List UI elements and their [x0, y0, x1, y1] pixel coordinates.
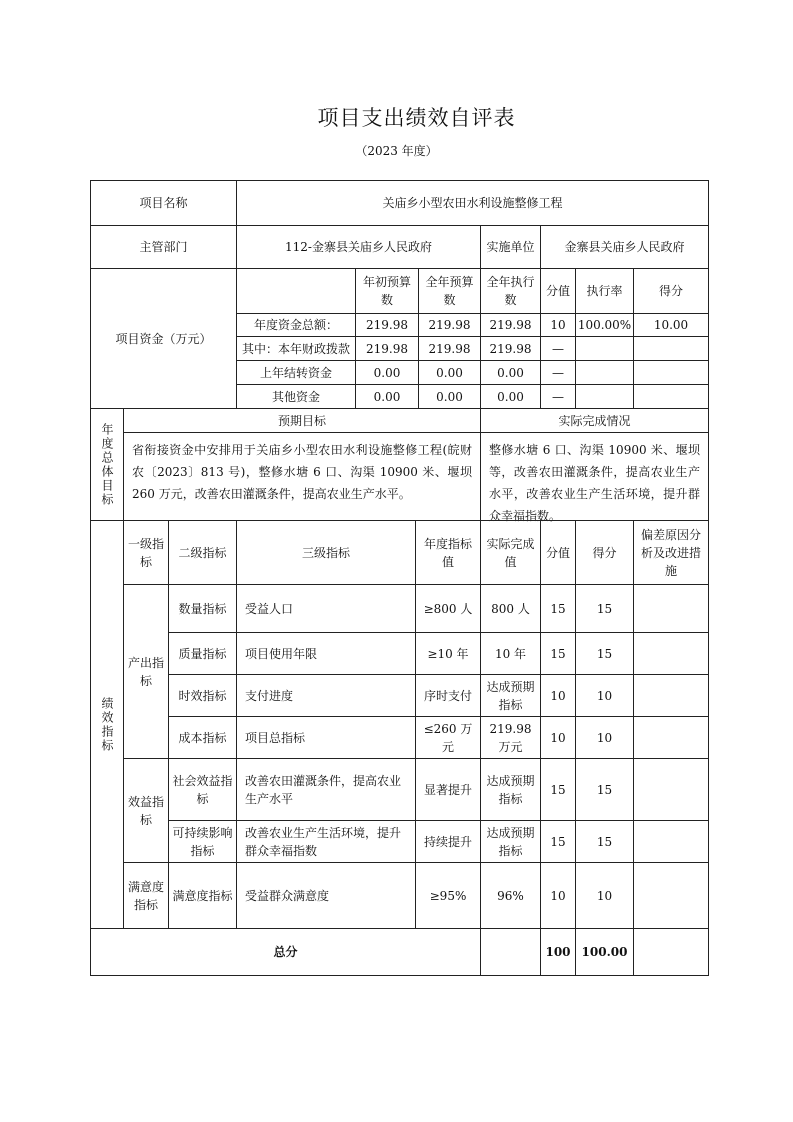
- total-score: 100.00: [575, 928, 634, 976]
- funds-header-1: 全年预算数: [418, 268, 481, 314]
- funds-row-3-col-3: 0.00: [480, 384, 541, 409]
- funds-row-3-col-2: 0.00: [418, 384, 481, 409]
- indicator-row-4-col-4: 15: [540, 758, 576, 821]
- indicator-row-0-col-4: 15: [540, 584, 576, 633]
- indicator-row-4-col-6: [633, 758, 709, 821]
- indicator-row-5-col-1: 改善农业生产生活环境，提升群众幸福指数: [236, 820, 416, 863]
- indicator-row-2-col-3: 达成预期指标: [480, 674, 541, 717]
- impl-label: 实施单位: [480, 225, 541, 269]
- indicator-row-6-col-3: 96%: [480, 862, 541, 929]
- indicator-row-4-col-0: 社会效益指标: [168, 758, 237, 821]
- indicator-row-3-col-3: 219.98 万元: [480, 716, 541, 759]
- indicator-row-5-col-5: 15: [575, 820, 634, 863]
- indicator-level1-1: 效益指标: [123, 758, 169, 863]
- indicator-header-3: 年度指标值: [415, 520, 481, 585]
- dept-label: 主管部门: [90, 225, 237, 269]
- total-value: 100: [540, 928, 576, 976]
- project-name-value: 关庙乡小型农田水利设施整修工程: [236, 180, 709, 226]
- indicator-row-2-col-6: [633, 674, 709, 717]
- funds-row-1-col-5: [575, 336, 634, 361]
- indicator-row-2-col-0: 时效指标: [168, 674, 237, 717]
- funds-label: 项目资金（万元）: [90, 268, 237, 409]
- funds-header-3: 分值: [540, 268, 576, 314]
- impl-value: 金寨县关庙乡人民政府: [540, 225, 709, 269]
- funds-header-2: 全年执行数: [480, 268, 541, 314]
- funds-row-3-col-6: [633, 384, 709, 409]
- funds-row-3-col-4: —: [540, 384, 576, 409]
- indicator-header-5: 分值: [540, 520, 576, 585]
- indicator-row-5-col-0: 可持续影响指标: [168, 820, 237, 863]
- funds-row-0-col-5: 100.00%: [575, 313, 634, 337]
- indicator-row-0-col-1: 受益人口: [236, 584, 416, 633]
- indicator-row-3-col-1: 项目总指标: [236, 716, 416, 759]
- funds-row-2-col-6: [633, 360, 709, 385]
- indicators-label: 绩效指标: [90, 520, 124, 929]
- indicator-row-1-col-0: 质量指标: [168, 632, 237, 675]
- indicator-row-5-col-4: 15: [540, 820, 576, 863]
- indicator-row-1-col-6: [633, 632, 709, 675]
- funds-row-0-col-2: 219.98: [418, 313, 481, 337]
- indicator-row-3-col-6: [633, 716, 709, 759]
- indicator-row-6-col-5: 10: [575, 862, 634, 929]
- indicator-row-0-col-2: ≥800 人: [415, 584, 481, 633]
- funds-row-3-col-0: 其他资金: [236, 384, 356, 409]
- indicator-row-3-col-4: 10: [540, 716, 576, 759]
- indicator-row-4-col-3: 达成预期指标: [480, 758, 541, 821]
- funds-row-2-col-3: 0.00: [480, 360, 541, 385]
- funds-row-1-col-3: 219.98: [480, 336, 541, 361]
- funds-header-5: 得分: [633, 268, 709, 314]
- indicator-row-0-col-5: 15: [575, 584, 634, 633]
- indicator-level1-0: 产出指标: [123, 584, 169, 759]
- goals-actual-text: 整修水塘 6 口、沟渠 10900 米、堰坝等，改善农田灌溉条件，提高农业生产水平，改善农业生产生活环境，提升群众幸福指数。: [480, 432, 709, 521]
- funds-row-1-col-2: 219.98: [418, 336, 481, 361]
- indicator-header-2: 三级指标: [236, 520, 416, 585]
- indicator-row-6-col-1: 受益群众满意度: [236, 862, 416, 929]
- total-blank-1: [480, 928, 541, 976]
- indicator-header-7: 偏差原因分析及改进措施: [633, 520, 709, 585]
- indicator-row-6-col-2: ≥95%: [415, 862, 481, 929]
- funds-row-0-col-0: 年度资金总额：: [236, 313, 356, 337]
- indicator-header-4: 实际完成值: [480, 520, 541, 585]
- indicator-row-2-col-2: 序时支付: [415, 674, 481, 717]
- indicator-row-6-col-4: 10: [540, 862, 576, 929]
- goals-expected-text: 省衔接资金中安排用于关庙乡小型农田水利设施整修工程(皖财农〔2023〕813 号)，整修水塘 6 口、沟渠 10900 米、堰坝 260 万元，改善农田灌溉条件，提高农业生产水平。: [123, 432, 481, 521]
- funds-row-1-col-0: 其中：本年财政拨款: [236, 336, 356, 361]
- goals-label: 年度总体目标: [90, 408, 124, 521]
- indicator-row-2-col-4: 10: [540, 674, 576, 717]
- indicator-row-0-col-3: 800 人: [480, 584, 541, 633]
- indicator-row-5-col-6: [633, 820, 709, 863]
- dept-value: 112-金寨县关庙乡人民政府: [236, 225, 481, 269]
- total-label: 总分: [90, 928, 481, 976]
- funds-row-1-col-1: 219.98: [355, 336, 419, 361]
- funds-row-0-col-6: 10.00: [633, 313, 709, 337]
- funds-row-2-col-4: —: [540, 360, 576, 385]
- funds-row-1-col-4: —: [540, 336, 576, 361]
- funds-row-2-col-0: 上年结转资金: [236, 360, 356, 385]
- indicator-row-2-col-5: 10: [575, 674, 634, 717]
- indicator-row-1-col-3: 10 年: [480, 632, 541, 675]
- total-blank-2: [633, 928, 709, 976]
- indicator-row-2-col-1: 支付进度: [236, 674, 416, 717]
- indicator-row-6-col-0: 满意度指标: [168, 862, 237, 929]
- funds-row-0-col-4: 10: [540, 313, 576, 337]
- goals-actual-label: 实际完成情况: [480, 408, 709, 433]
- indicator-header-1: 二级指标: [168, 520, 237, 585]
- indicator-row-1-col-1: 项目使用年限: [236, 632, 416, 675]
- indicator-row-4-col-1: 改善农田灌溉条件，提高农业生产水平: [236, 758, 416, 821]
- funds-row-2-col-2: 0.00: [418, 360, 481, 385]
- goals-expected-label: 预期目标: [123, 408, 481, 433]
- indicator-row-6-col-6: [633, 862, 709, 929]
- indicator-row-3-col-5: 10: [575, 716, 634, 759]
- indicator-row-5-col-2: 持续提升: [415, 820, 481, 863]
- funds-row-0-col-1: 219.98: [355, 313, 419, 337]
- indicator-row-4-col-5: 15: [575, 758, 634, 821]
- funds-row-3-col-5: [575, 384, 634, 409]
- funds-row-3-col-1: 0.00: [355, 384, 419, 409]
- indicator-level1-2: 满意度指标: [123, 862, 169, 929]
- funds-row-2-col-5: [575, 360, 634, 385]
- indicator-row-1-col-2: ≥10 年: [415, 632, 481, 675]
- indicator-row-3-col-2: ≤260 万元: [415, 716, 481, 759]
- indicator-row-0-col-6: [633, 584, 709, 633]
- indicator-row-4-col-2: 显著提升: [415, 758, 481, 821]
- indicator-row-1-col-5: 15: [575, 632, 634, 675]
- page-subtitle: （2023 年度）: [355, 144, 438, 158]
- funds-header-blank: [236, 268, 356, 314]
- indicator-row-3-col-0: 成本指标: [168, 716, 237, 759]
- indicator-header-0: 一级指标: [123, 520, 169, 585]
- funds-row-2-col-1: 0.00: [355, 360, 419, 385]
- indicator-header-6: 得分: [575, 520, 634, 585]
- funds-row-0-col-3: 219.98: [480, 313, 541, 337]
- funds-header-4: 执行率: [575, 268, 634, 314]
- indicator-row-0-col-0: 数量指标: [168, 584, 237, 633]
- indicator-row-5-col-3: 达成预期指标: [480, 820, 541, 863]
- project-name-label: 项目名称: [90, 180, 237, 226]
- indicator-row-1-col-4: 15: [540, 632, 576, 675]
- funds-header-0: 年初预算数: [355, 268, 419, 314]
- funds-row-1-col-6: [633, 336, 709, 361]
- page-title: 项目支出绩效自评表: [317, 106, 516, 130]
